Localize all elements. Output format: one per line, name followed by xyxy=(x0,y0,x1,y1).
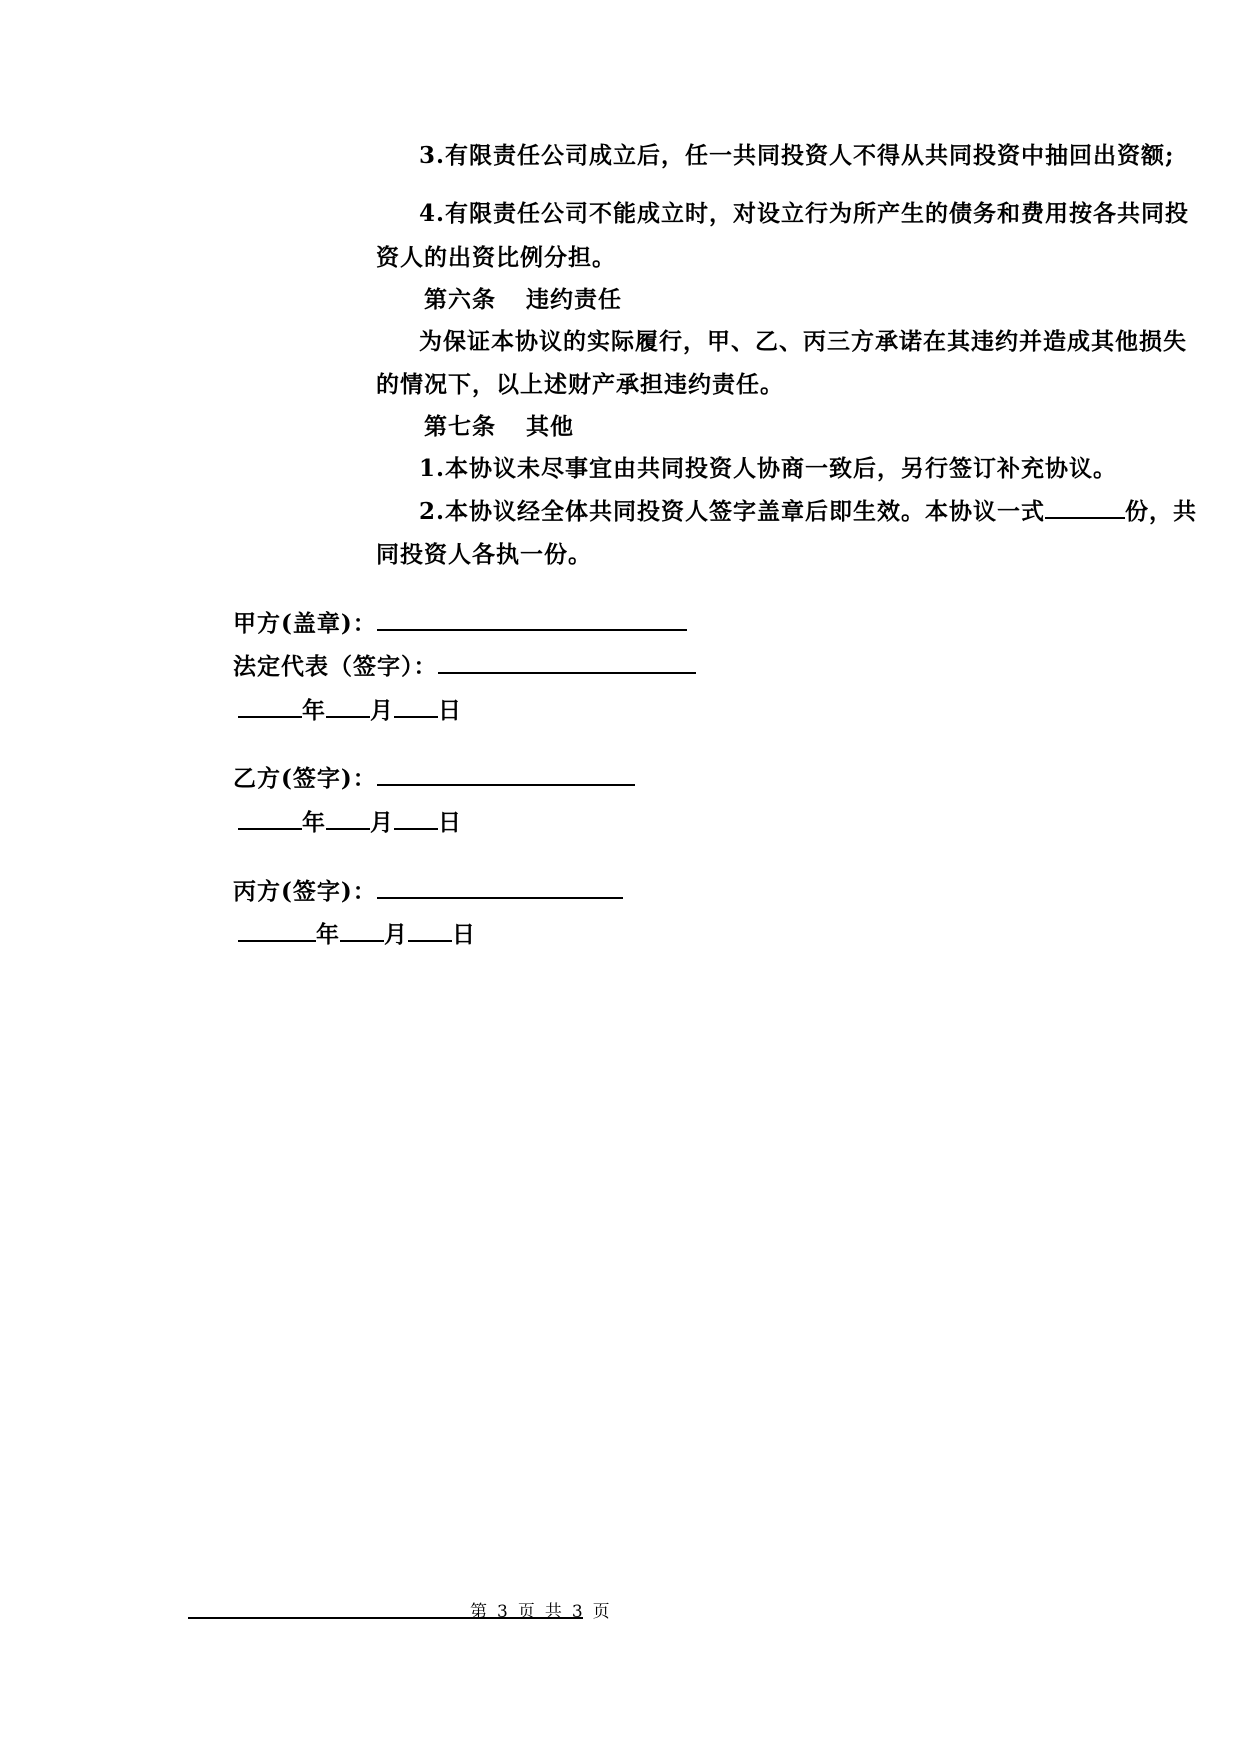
party-a-signature xyxy=(233,600,687,648)
clause-item-3: 3.有限责任公司成立后，任一共同投资人不得从共同投资中抽回出资额; xyxy=(419,142,1175,169)
article-7-item-2-line-2: 同投资人各执一份。 xyxy=(376,541,592,568)
footer-page-word: 页 xyxy=(517,1602,537,1622)
article-6-heading xyxy=(376,276,622,324)
party-b-year-blank[interactable] xyxy=(238,804,302,830)
footer-total-word: 共 xyxy=(544,1602,564,1622)
party-c-signature xyxy=(233,868,623,916)
clause-item-4-line-2: 资人的出资比例分担。 xyxy=(376,244,616,271)
party-c-blank[interactable] xyxy=(377,873,623,899)
party-c-year-blank[interactable] xyxy=(238,916,316,942)
legal-rep-signature xyxy=(233,643,696,691)
party-a-year-blank[interactable] xyxy=(238,692,302,718)
article-7-item-2-line-1 xyxy=(376,488,1197,536)
party-b-date xyxy=(238,799,462,847)
party-c-label: 丙方(签字)： xyxy=(233,878,377,905)
article-7-title: 其他 xyxy=(526,413,574,440)
month-label: 月 xyxy=(384,921,408,948)
article-7-item-2-suffix: 份，共 xyxy=(1125,498,1198,525)
footer-suffix: 页 xyxy=(592,1602,612,1622)
party-b-signature xyxy=(233,755,635,803)
party-a-day-blank[interactable] xyxy=(394,692,438,718)
day-label: 日 xyxy=(438,809,462,836)
day-label: 日 xyxy=(438,697,462,724)
article-6-line-2: 的情况下，以上述财产承担违约责任。 xyxy=(376,371,784,398)
party-a-date xyxy=(238,687,462,735)
year-label: 年 xyxy=(316,921,340,948)
party-a-label: 甲方(盖章)： xyxy=(233,610,377,637)
day-label: 日 xyxy=(452,921,476,948)
party-b-day-blank[interactable] xyxy=(394,804,438,830)
article-6-line-1: 为保证本协议的实际履行，甲、乙、丙三方承诺在其违约并造成其他损失 xyxy=(419,328,1187,355)
party-b-label: 乙方(签字)： xyxy=(233,765,377,792)
legal-rep-blank[interactable] xyxy=(438,648,696,674)
copies-blank[interactable] xyxy=(1045,493,1125,519)
article-7-item-2-text: 2.本协议经全体共同投资人签字盖章后即生效。本协议一式 xyxy=(419,498,1046,525)
year-label: 年 xyxy=(302,809,326,836)
footer-total-pages: 3 xyxy=(571,1602,585,1622)
year-label: 年 xyxy=(302,697,326,724)
footer-current-page: 3 xyxy=(497,1602,510,1622)
party-a-blank[interactable] xyxy=(377,605,687,631)
page-number-footer xyxy=(470,1597,620,1622)
party-c-date xyxy=(238,911,476,959)
article-7-heading xyxy=(376,403,574,451)
legal-rep-label: 法定代表（签字）： xyxy=(233,653,438,680)
party-b-month-blank[interactable] xyxy=(326,804,370,830)
footer-prefix: 第 xyxy=(470,1602,489,1622)
article-7-number: 第七条 xyxy=(424,413,496,440)
article-6-number: 第六条 xyxy=(424,286,496,313)
month-label: 月 xyxy=(370,809,394,836)
party-c-day-blank[interactable] xyxy=(408,916,452,942)
clause-item-4-line-1: 4.有限责任公司不能成立时，对设立行为所产生的债务和费用按各共同投 xyxy=(419,200,1190,227)
month-label: 月 xyxy=(370,697,394,724)
article-7-item-1: 1.本协议未尽事宜由共同投资人协商一致后，另行签订补充协议。 xyxy=(419,455,1118,482)
party-b-blank[interactable] xyxy=(377,760,635,786)
article-6-title: 违约责任 xyxy=(526,286,622,313)
party-a-month-blank[interactable] xyxy=(326,692,370,718)
party-c-month-blank[interactable] xyxy=(340,916,384,942)
